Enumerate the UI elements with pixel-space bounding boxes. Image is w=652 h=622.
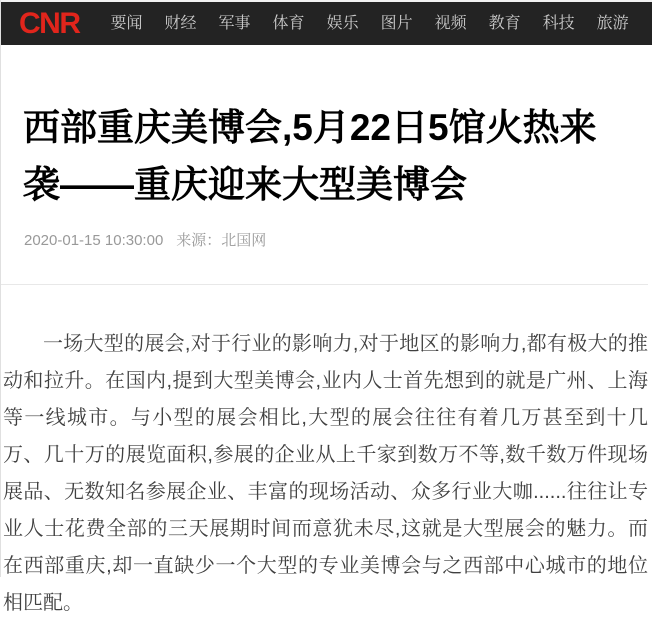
nav-item-finance[interactable]: 财经 bbox=[164, 14, 197, 32]
divider bbox=[1, 284, 648, 285]
publish-datetime: 2020-01-15 10:30:00 bbox=[24, 232, 164, 249]
article-meta bbox=[24, 231, 630, 251]
nav-menu bbox=[111, 16, 629, 32]
article-title: 西部重庆美博会,5月22日5馆火热来袭——重庆迎来大型美博会 bbox=[23, 107, 597, 205]
nav-item-news[interactable]: 要闻 bbox=[110, 14, 143, 32]
cnr-logo[interactable]: CNR bbox=[19, 6, 80, 40]
nav-item-technology[interactable]: 科技 bbox=[542, 14, 575, 32]
nav-item-military[interactable]: 军事 bbox=[218, 14, 251, 32]
nav-item-pictures[interactable]: 图片 bbox=[380, 14, 413, 32]
article-paragraph: 一场大型的展会,对于行业的影响力,对于地区的影响力,都有极大的推动和拉升。在国内,提到大型美博会,业内人士首先想到的就是广州、上海等一线城市。与小型的展会相比,大型的展会往往有着几万甚至到十几万、几十万的展览面积,参展的企业从上千家到数万不等,数千数万件现场展品、无数知名参展企业、丰富的现场活动、众多行业大咖......往往让专业人士花费全部的三天展期时间而意犹未尽,这就是大型展会的魅力。而在西部重庆,却一直缺少一个大型的专业美博会与之西部中心城市的地位相匹配。 bbox=[3, 333, 648, 614]
nav-item-entertainment[interactable]: 娱乐 bbox=[326, 14, 359, 32]
article-source: 来源：北国网 bbox=[176, 232, 267, 249]
article bbox=[1, 99, 652, 622]
nav-item-travel[interactable]: 旅游 bbox=[596, 14, 629, 32]
nav-item-sports[interactable]: 体育 bbox=[272, 14, 305, 32]
nav-item-education[interactable]: 教育 bbox=[488, 14, 521, 32]
nav-item-video[interactable]: 视频 bbox=[434, 14, 467, 32]
site-navbar bbox=[1, 2, 652, 45]
